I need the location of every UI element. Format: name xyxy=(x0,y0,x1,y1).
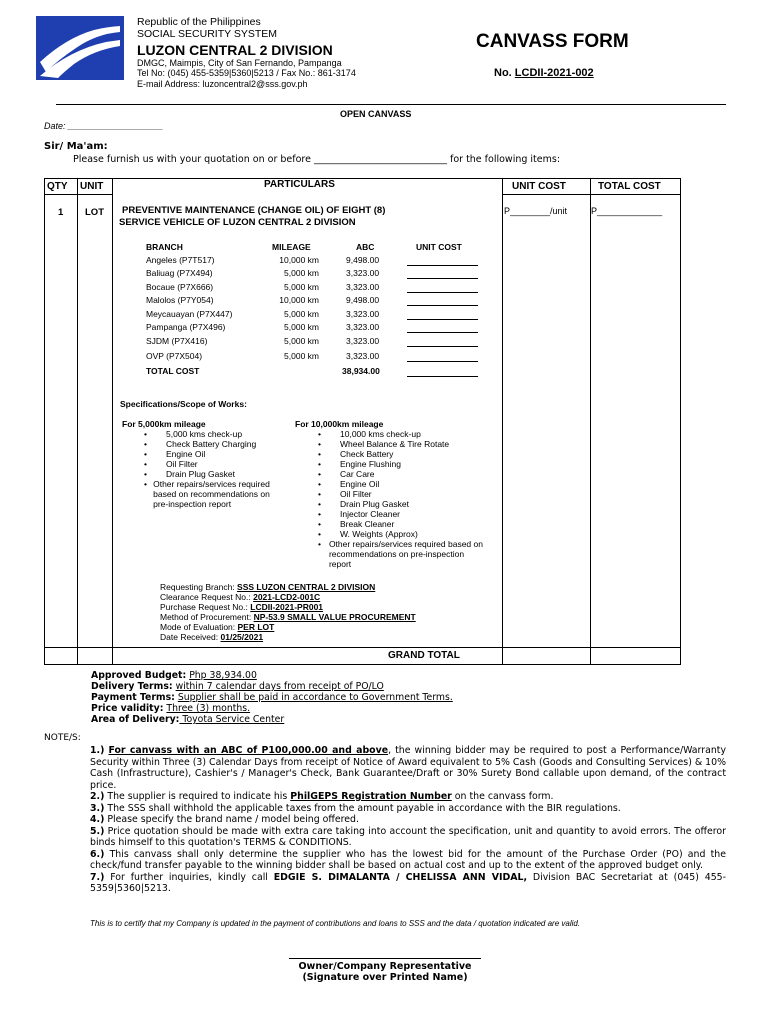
bullet-icon: • xyxy=(318,509,321,519)
note-1: 1.) For canvass with an ABC of P100,000.00 and above, the winning bidder may be required to post a Performance/Warranty Security within Three (3) Calendar Days from receipt of Notice of Award equivalent to 5% Cash (Goods and Consulting Services) & 10% Cash (Infrastructure), Cashier's / Manager's Check, Bank Guarantee/Draft or 30% Surety Bond callable upon demand, of the contract price. xyxy=(90,745,726,791)
total-cost-blank: P_____________ xyxy=(591,206,663,216)
branch-abc: 3,323.00 xyxy=(346,282,380,292)
spec-item xyxy=(318,449,486,459)
branch-name: Pampanga (P7X496) xyxy=(146,322,226,332)
spec-item xyxy=(318,469,486,479)
branch-unit-cost-line xyxy=(407,292,478,293)
form-title: CANVASS FORM xyxy=(476,31,629,52)
open-canvass-label: OPEN CANVASS xyxy=(340,109,412,119)
spec-item xyxy=(144,429,284,439)
signature-title: Owner/Company Representative xyxy=(298,961,472,972)
spec-item xyxy=(318,519,486,529)
address-text: DMGC, Maimpis, City of San Fernando, Pampanga xyxy=(137,58,342,68)
spec10-title: For 10,000km mileage xyxy=(295,419,384,429)
payment-row: Payment Terms: Supplier shall be paid in accordance to Government Terms. xyxy=(91,692,453,703)
bullet-icon: • xyxy=(318,479,321,489)
branch-name: SJDM (P7X416) xyxy=(146,336,208,346)
terms-block xyxy=(91,670,453,725)
spec-item-text: Engine Oil xyxy=(166,449,206,459)
republic-text: Republic of the Philippines xyxy=(137,16,261,28)
form-number xyxy=(494,66,594,80)
spec-item-text: Other repairs/services required based on recommendations on pre-inspection report xyxy=(328,539,483,569)
bullet-icon: • xyxy=(318,459,321,469)
branch-abc: 3,323.00 xyxy=(346,309,380,319)
branch-abc: 3,323.00 xyxy=(346,351,380,361)
certification-text: This is to certify that my Company is updated in the payment of contributions and loans to SSS and the data / quotation indicated are valid. xyxy=(90,919,581,928)
bullet-icon: • xyxy=(318,529,321,539)
header-divider xyxy=(56,104,726,105)
salutation: Sir/ Ma'am: xyxy=(44,141,108,152)
branch-mileage: 5,000 km xyxy=(284,322,319,332)
spec5-title: For 5,000km mileage xyxy=(122,419,206,429)
branch-mileage: 10,000 km xyxy=(279,255,319,265)
bullet-icon: • xyxy=(318,489,321,499)
agency-name: SOCIAL SECURITY SYSTEM xyxy=(137,28,278,40)
bullet-icon: • xyxy=(144,449,147,459)
bullet-icon: • xyxy=(318,499,321,509)
branch-mileage: 5,000 km xyxy=(284,268,319,278)
specs-title: Specifications/Scope of Works: xyxy=(120,399,247,409)
date-field: Date: ___________________ xyxy=(44,121,164,131)
total-cost-value: 38,934.00 xyxy=(342,366,380,376)
area-row: Area of Delivery: Toyota Service Center xyxy=(91,714,285,725)
branch-unit-cost-line xyxy=(407,332,478,333)
branch-mileage: 10,000 km xyxy=(279,295,319,305)
email-text: E-mail Address: luzoncentral2@sss.gov.ph xyxy=(137,79,308,89)
note-6: 6.) This canvass shall only determine the supplier who has the lowest bid for the amount of the Purchase Order (PO) and the check/fund transfer payable to the winning bidder shall be based on actual cost and up to the extent of the approved budget only. xyxy=(90,848,726,871)
spec-item-text: Oil Filter xyxy=(166,459,198,469)
branch-header: BRANCH xyxy=(146,242,183,252)
purchase-request-row: Purchase Request No.: LCDII-2021-PR001 xyxy=(160,602,324,612)
branch-name: Baliuag (P7X494) xyxy=(146,268,213,278)
header-unit-cost: UNIT COST xyxy=(512,181,566,192)
unit-cost-blank: P________/unit xyxy=(504,206,568,216)
date-received-row: Date Received: 01/25/2021 xyxy=(160,632,264,642)
header-particulars: PARTICULARS xyxy=(264,179,335,190)
intro-text: Please furnish us with your quotation on or before ____________________________ for the following items: xyxy=(73,154,561,165)
item-title-line2: SERVICE VEHICLE OF LUZON CENTRAL 2 DIVISION xyxy=(119,217,356,228)
spec-item xyxy=(318,499,486,509)
notes-title: NOTE/S: xyxy=(44,733,81,743)
form-number-value: LCDII-2021-002 xyxy=(514,67,594,79)
validity-row: Price validity: Three (3) months. xyxy=(91,703,251,714)
branch-abc: 3,323.00 xyxy=(346,268,380,278)
method-row: Method of Procurement: NP-53.9 SMALL VALUE PROCUREMENT xyxy=(160,612,416,622)
bullet-icon: • xyxy=(318,429,321,439)
note-5: 5.) Price quotation should be made with extra care taking into account the specification, unit and quantity to avoid errors. The offeror binds himself to this quotation's TERMS & CONDITIONS. xyxy=(90,825,726,848)
branch-abc: 9,498.00 xyxy=(346,295,380,305)
approved-budget-row: Approved Budget: Php 38,934.00 xyxy=(91,670,257,681)
spec-item-text: W. Weights (Approx) xyxy=(340,529,418,539)
branch-unit-cost-line xyxy=(407,278,478,279)
sss-logo xyxy=(36,16,124,80)
branch-name: Bocaue (P7X666) xyxy=(146,282,214,292)
branch-mileage: 5,000 km xyxy=(284,351,319,361)
spec-item xyxy=(318,429,486,439)
header-total-cost: TOTAL COST xyxy=(598,181,661,192)
spec-item-text: Break Cleaner xyxy=(340,519,395,529)
bullet-icon: • xyxy=(144,469,147,479)
note-4: 4.) Please specify the brand name / model being offered. xyxy=(90,814,359,825)
branch-name: Malolos (P7Y054) xyxy=(146,295,214,305)
spec-item xyxy=(318,539,486,569)
spec-item xyxy=(318,489,486,499)
delivery-row: Delivery Terms: within 7 calendar days from receipt of PO/LO xyxy=(91,681,384,692)
branch-abc: 9,498.00 xyxy=(346,255,380,265)
division-name: LUZON CENTRAL 2 DIVISION xyxy=(137,42,333,58)
spec-item xyxy=(318,439,486,449)
mileage-header: MILEAGE xyxy=(272,242,311,252)
spec-item xyxy=(144,449,284,459)
bullet-icon: • xyxy=(318,439,321,449)
branch-mileage: 5,000 km xyxy=(284,309,319,319)
spec-item xyxy=(318,529,486,539)
branch-unit-cost-line xyxy=(407,319,478,320)
sss-logo-icon xyxy=(36,16,124,80)
branch-abc: 3,323.00 xyxy=(346,336,380,346)
bullet-icon: • xyxy=(144,439,147,449)
branch-name: Angeles (P7T517) xyxy=(146,255,215,265)
branch-mileage: 5,000 km xyxy=(284,336,319,346)
requesting-branch-row: Requesting Branch: SSS LUZON CENTRAL 2 DIVISION xyxy=(160,582,376,592)
spec-item xyxy=(144,439,284,449)
branch-name: Meycauayan (P7X447) xyxy=(146,309,233,319)
tel-text: Tel No: (045) 455-5359|5360|5213 / Fax No.: 861-3174 xyxy=(137,68,356,78)
note-7: 7.) For further inquiries, kindly call EDGIE S. DIMALANTA / CHELISSA ANN VIDAL, Division BAC Secretariat at (045) 455-5359|5360|5213. xyxy=(90,871,727,894)
total-unit-cost-line xyxy=(407,376,478,377)
spec-item-text: Drain Plug Gasket xyxy=(166,469,235,479)
spec-item-text: Wheel Balance & Tire Rotate xyxy=(340,439,450,449)
signature-block xyxy=(289,961,481,983)
bullet-icon: • xyxy=(318,519,321,529)
unit-value: LOT xyxy=(85,207,104,218)
form-number-label: No. xyxy=(494,67,512,79)
branch-unit-cost-line xyxy=(407,305,478,306)
header-qty: QTY xyxy=(47,181,68,192)
spec-item-text: Engine Flushing xyxy=(340,459,401,469)
spec-item xyxy=(144,469,284,479)
unit-cost-subheader: UNIT COST xyxy=(416,242,462,252)
spec-item-text: Check Battery Charging xyxy=(166,439,257,449)
spec-item-text: Check Battery xyxy=(340,449,394,459)
bullet-icon: • xyxy=(318,449,321,459)
spec-item-text: 5,000 kms check-up xyxy=(166,429,243,439)
clearance-row: Clearance Request No.: 2021-LCD2-001C xyxy=(160,592,321,602)
bullet-icon: • xyxy=(144,479,147,489)
spec-item-text: Other repairs/services required based on recommendations on pre-inspection report xyxy=(153,479,270,509)
spec-item xyxy=(144,459,284,469)
spec-item-text: Drain Plug Gasket xyxy=(340,499,409,509)
abc-header: ABC xyxy=(356,242,375,252)
spec-item xyxy=(318,459,486,469)
qty-value: 1 xyxy=(58,207,64,218)
bullet-icon: • xyxy=(318,539,321,549)
branch-mileage: 5,000 km xyxy=(284,282,319,292)
bullet-icon: • xyxy=(144,429,147,439)
spec-item xyxy=(144,479,284,509)
note-2: 2.) The supplier is required to indicate his PhilGEPS Registration Number on the canvass form. xyxy=(90,791,554,802)
branch-unit-cost-line xyxy=(407,265,478,266)
signature-subtitle: (Signature over Printed Name) xyxy=(302,972,468,983)
spec-item-text: 10,000 kms check-up xyxy=(340,429,421,439)
branch-abc: 3,323.00 xyxy=(346,322,380,332)
header-unit: UNIT xyxy=(80,181,104,192)
spec-item-text: Oil Filter xyxy=(340,489,372,499)
spec-item xyxy=(318,509,486,519)
spec-item-text: Car Care xyxy=(340,469,375,479)
total-cost-label: TOTAL COST xyxy=(146,366,200,376)
note-3: 3.) The SSS shall withhold the applicable taxes from the amount payable in accordance with the BIR regulations. xyxy=(90,802,621,814)
branch-unit-cost-line xyxy=(407,346,478,347)
signature-line xyxy=(289,958,481,959)
mode-row: Mode of Evaluation: PER LOT xyxy=(160,622,275,632)
grand-total-label: GRAND TOTAL xyxy=(388,650,460,661)
spec5-list xyxy=(144,429,284,509)
branch-unit-cost-line xyxy=(407,361,478,362)
spec-item-text: Engine Oil xyxy=(340,479,380,489)
notes-list xyxy=(90,745,726,895)
spec10-list xyxy=(318,429,486,569)
request-info xyxy=(160,582,416,642)
branch-name: OVP (P7X504) xyxy=(146,351,203,361)
spec-item xyxy=(318,479,486,489)
bullet-icon: • xyxy=(144,459,147,469)
item-title-line1: PREVENTIVE MAINTENANCE (CHANGE OIL) OF EIGHT (8) xyxy=(122,205,386,216)
bullet-icon: • xyxy=(318,469,321,479)
spec-item-text: Injector Cleaner xyxy=(340,509,401,519)
